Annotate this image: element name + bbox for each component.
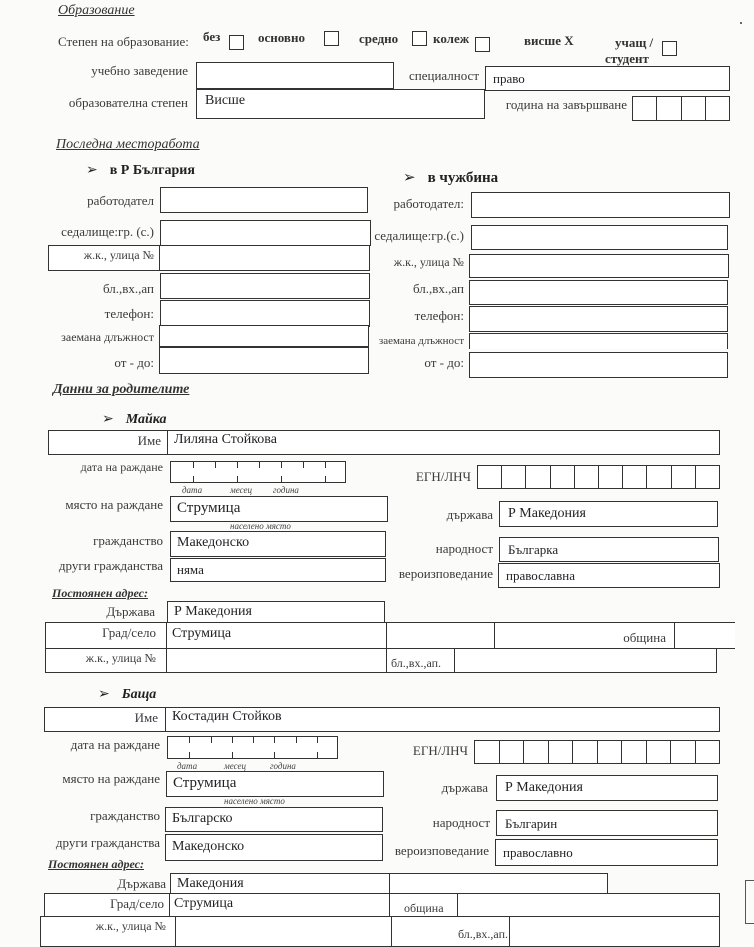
abroad-street-field[interactable] (469, 254, 729, 278)
father-city-label: Град/село (110, 896, 164, 911)
abroad-phone-label: телефон: (414, 308, 464, 323)
edu-degree-value: Висше (205, 93, 246, 108)
bg-period-field[interactable] (159, 347, 369, 374)
mother-nationality-field[interactable] (499, 537, 719, 562)
abroad-position-label: заемана длъжност (378, 335, 464, 347)
father-birth-place-label: място на раждане (62, 771, 160, 786)
father-address-country-label: Държава (117, 876, 166, 891)
father-address-country-field[interactable] (170, 873, 608, 895)
mother-birth-place-label: място на раждане (65, 497, 163, 512)
specialty-field[interactable] (485, 66, 730, 91)
mother-country-field[interactable] (499, 501, 718, 527)
mother-religion-value: православна (506, 568, 575, 583)
abroad-subtitle: ➢ в чужбина (403, 170, 499, 186)
specialty-label: специалност (408, 68, 479, 83)
mother-address-title: Постоянен адрес: (52, 586, 148, 600)
abroad-period-label: от - до: (424, 355, 464, 370)
father-other-citizenship-field[interactable] (165, 834, 383, 861)
edu-degree-label: образователна степен (68, 95, 188, 110)
mother-street-label: ж.к., улица № (85, 651, 156, 665)
scan-edge-mark (745, 880, 754, 924)
mother-country-value: Р Македония (508, 506, 586, 521)
mother-birth-date-field[interactable] (170, 461, 346, 483)
father-nationality-field[interactable] (496, 810, 718, 836)
father-egn-cells[interactable] (474, 740, 720, 764)
father-birth-place-field[interactable] (166, 771, 384, 797)
mother-other-citizenship-value: няма (177, 562, 204, 577)
parents-section-title: Данни за родителите (53, 382, 190, 397)
mother-city-value[interactable]: Струмица (172, 626, 232, 641)
option-secondary-checkbox[interactable] (412, 31, 427, 46)
institution-field[interactable] (196, 62, 394, 89)
father-nationality-value: Българин (505, 816, 558, 831)
father-other-citizenship-label: други гражданства (55, 835, 160, 850)
bg-block-label: бл.,вх.,ап (103, 281, 154, 296)
option-none-label: без (203, 29, 221, 44)
mother-name-value[interactable]: Лиляна Стойкова (174, 432, 277, 447)
father-country-field[interactable] (496, 775, 718, 801)
father-block-label: бл.,вх.,ап. (457, 927, 508, 941)
arrow-icon: ➢ (86, 163, 98, 178)
mother-address-country-label: Държава (106, 604, 155, 619)
bg-employer-field[interactable] (160, 187, 368, 213)
education-section-title: Образование (58, 3, 135, 18)
mother-address-country-value: Р Македония (174, 604, 252, 619)
bg-phone-label: телефон: (104, 306, 154, 321)
mother-nationality-value: Българка (508, 542, 559, 557)
father-address-country-value: Македония (177, 876, 244, 891)
father-municipality-field[interactable] (457, 894, 719, 917)
birth-place-hint: населено място (230, 521, 291, 531)
abroad-employer-label: работодател: (393, 196, 464, 211)
option-primary-label: основно (258, 30, 305, 45)
father-nationality-label: народност (432, 815, 490, 830)
father-birth-place-value: Струмица (173, 775, 237, 791)
father-other-citizenship-value: Македонско (172, 839, 245, 854)
institution-label: учебно заведение (91, 63, 188, 78)
abroad-street-label: ж.к., улица № (393, 255, 464, 269)
mother-municipality-field[interactable] (674, 623, 734, 648)
father-block-field[interactable] (509, 917, 719, 946)
mother-citizenship-label: гражданство (93, 533, 163, 548)
option-none-checkbox[interactable] (229, 35, 244, 50)
bg-seat-label: седалище:гр. (с.) (61, 224, 154, 239)
bg-position-field[interactable] (159, 325, 369, 347)
mother-birth-place-field[interactable] (170, 496, 388, 522)
bulgaria-subtitle: ➢ в Р България (86, 163, 195, 178)
date-hint-month: месец (230, 485, 252, 495)
father-religion-value: православно (503, 845, 573, 860)
father-country-label: държава (441, 780, 488, 795)
mother-religion-field[interactable] (498, 563, 720, 588)
bg-employer-label: работодател (87, 193, 154, 208)
arrow-icon: ➢ (403, 170, 416, 186)
mother-egn-cells[interactable] (477, 465, 720, 489)
mother-other-citizenship-field[interactable] (170, 558, 386, 582)
father-citizenship-field[interactable] (165, 807, 383, 832)
abroad-position-field[interactable] (469, 333, 728, 349)
option-college-checkbox[interactable] (475, 37, 490, 52)
date-hint-day: дата (177, 761, 198, 771)
mother-city-label: Град/село (102, 625, 156, 640)
father-birth-date-field[interactable] (167, 736, 338, 759)
bg-phone-field[interactable] (160, 300, 370, 327)
mother-municipality-label: община (623, 630, 666, 645)
mother-religion-label: вероизповедание (398, 566, 493, 581)
abroad-phone-field[interactable] (469, 306, 728, 332)
date-hint-year: година (270, 761, 296, 771)
father-birth-date-label: дата на раждане (70, 737, 160, 752)
date-hint-day: дата (182, 485, 203, 495)
bg-seat-field[interactable] (160, 220, 371, 246)
father-country-value: Р Македония (505, 780, 583, 795)
father-street-field[interactable] (175, 917, 389, 946)
mother-egn-label: ЕГН/ЛНЧ (415, 469, 471, 484)
arrow-icon: ➢ (98, 687, 110, 702)
degree-label: Степен на образование: (58, 34, 189, 49)
father-address-title: Постоянен адрес: (48, 857, 144, 871)
mother-citizenship-value: Македонско (177, 535, 250, 550)
abroad-employer-field[interactable] (471, 192, 730, 218)
mother-birth-place-value: Струмица (177, 500, 241, 516)
date-hint-month: месец (224, 761, 246, 771)
last-job-section-title: Последна месторабота (56, 137, 200, 152)
father-citizenship-label: гражданство (90, 808, 160, 823)
option-student-label: учащ / (615, 35, 654, 50)
father-city-value[interactable]: Струмица (174, 896, 234, 911)
father-name-value[interactable]: Костадин Стойков (172, 709, 282, 724)
mother-other-citizenship-label: други гражданства (58, 558, 163, 573)
father-municipality-label: община (404, 901, 444, 915)
bg-position-label: заемана длъжност (61, 330, 154, 344)
mother-block-field[interactable] (454, 649, 716, 672)
mother-name-label: Име (137, 433, 161, 448)
bg-block-field[interactable] (160, 273, 370, 299)
graduation-year-label: година на завършване (505, 97, 627, 112)
option-student-checkbox[interactable] (662, 41, 677, 56)
option-college-label: колеж (433, 31, 470, 46)
scan-speck (740, 22, 742, 24)
mother-citizenship-field[interactable] (170, 531, 386, 557)
father-subtitle: ➢ Баща (98, 687, 157, 702)
father-street-label: ж.к., улица № (95, 919, 166, 933)
father-egn-label: ЕГН/ЛНЧ (412, 743, 468, 758)
abroad-seat-field[interactable] (471, 225, 728, 250)
arrow-icon: ➢ (102, 412, 114, 427)
option-primary-checkbox[interactable] (324, 31, 339, 46)
mother-street-field[interactable] (166, 649, 384, 672)
bg-street-field[interactable] (160, 246, 369, 270)
father-religion-label: вероизповедание (394, 843, 489, 858)
mother-block-label: бл.,вх.,ап. (391, 656, 442, 670)
abroad-seat-label: седалище:гр.(с.) (374, 228, 464, 243)
abroad-period-field[interactable] (469, 352, 728, 378)
option-secondary-label: средно (359, 31, 399, 46)
option-student-label2: студент (605, 51, 649, 66)
bg-period-label: от - до: (114, 355, 154, 370)
edu-degree-field[interactable] (196, 89, 485, 119)
mother-nationality-label: народност (435, 541, 493, 556)
specialty-value: право (493, 71, 525, 86)
mother-country-label: държава (446, 507, 493, 522)
mother-birth-date-label: дата на раждане (80, 460, 163, 474)
father-citizenship-value: Българско (172, 811, 233, 826)
date-hint-year: година (273, 485, 299, 495)
abroad-block-field[interactable] (469, 280, 728, 305)
option-higher-label[interactable]: висше Х (524, 33, 574, 48)
birth-place-hint: населено място (224, 796, 285, 806)
mother-subtitle: ➢ Майка (102, 412, 167, 427)
abroad-block-label: бл.,вх.,ап (413, 281, 464, 296)
father-name-label: Име (134, 710, 158, 725)
bg-street-label: ж.к., улица № (83, 248, 154, 262)
graduation-year-cells[interactable] (632, 96, 730, 121)
father-religion-field[interactable] (495, 839, 718, 866)
mother-address-country-field[interactable] (167, 601, 385, 623)
